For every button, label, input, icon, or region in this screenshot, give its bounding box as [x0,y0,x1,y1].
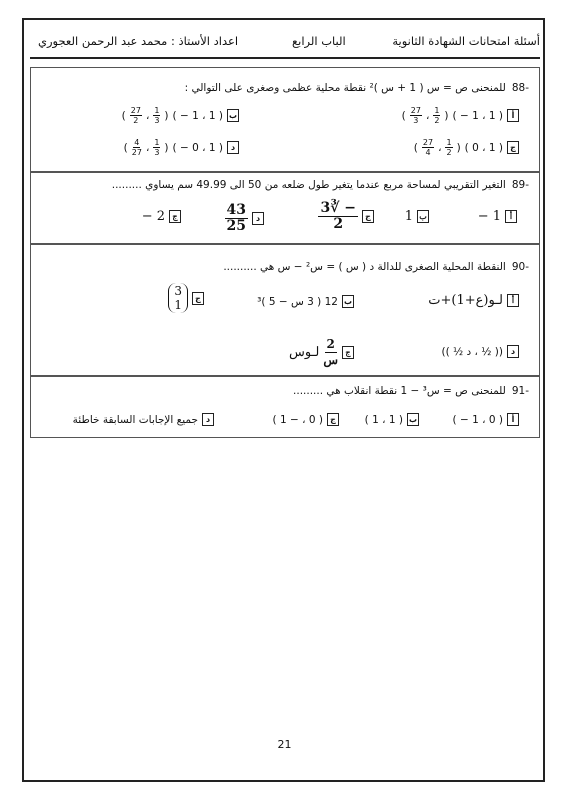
q91-option-d[interactable]: د جميع الإجابات السابقة خاطئة [73,413,214,426]
q90-option-e[interactable]: ج 2 س لـوس [289,337,354,368]
q90-option-b[interactable]: ب 12 ( 3 س − 5 )³ [257,295,353,308]
header-author: اعداد الأستاذ : محمد عبد الرحمن العجوري [38,34,239,48]
q88-option-d[interactable]: د ( 1 ، 0 − ) ( $\frac{1}{3}$ ، $\frac{4}{27}$ ) [124,138,239,157]
page-header [30,30,540,58]
page-number: 21 [277,738,292,751]
q90-option-c[interactable]: ج 3 1 [168,283,204,313]
question-89 [30,172,540,244]
question-91-text: -91للمنحنى ص = س³ − 1 نقطة انقلاب هي ......... [293,385,529,397]
q89-option-d[interactable]: د 43 25 [225,203,264,234]
q89-option-e[interactable]: ج 2 − [142,209,181,224]
q90-option-d[interactable]: د (( ½ ، د ½ )) [442,345,520,358]
question-88 [30,67,540,172]
q88-option-c[interactable]: ج ( 1 ، 0 ) ( $\frac{1}{2}$ ، $\frac{27}{4}$ ) [414,138,519,157]
q91-option-c[interactable]: ج ( 0 ، − 1 ) [273,413,339,426]
q88-option-b[interactable]: ب ( 1 ، 1 − ) ( $\frac{1}{3}$ ، $\frac{27}{2}$ ) [121,106,238,125]
q91-option-a[interactable]: أ ( 0 ، 1 − ) [453,413,519,426]
header-chapter: الباب الرابع [292,34,346,48]
q91-option-b[interactable]: ب ( 1 ، 1 ) [364,413,418,426]
question-89-text: -89التغير التقريبي لمساحة مربع عندما يتغير طول ضلعه من 50 الى 49.99 سم يساوي ......... [111,179,529,191]
header-title: أسئلة امتحانات الشهادة الثانوية [392,34,540,48]
q90-option-a[interactable]: أ لـو(ع+1)+ت [428,293,519,308]
q89-option-a[interactable]: أ 1 − [478,209,517,224]
header-divider [30,57,540,59]
question-88-text: -88للمنحنى ص = س ( 1 + س )² نقطة محلية عظمى وصغرى على التوالي : [184,82,529,94]
q89-option-c[interactable]: ج − ∛3 2 [318,201,374,232]
question-91 [30,376,540,438]
question-90 [30,244,540,376]
q89-option-b[interactable]: ب 1 [405,209,429,224]
question-90-text: -90النقطة المحلية الصغرى للدالة د ( س ) = س² − س هي .......... [223,261,529,273]
q88-option-a[interactable]: أ ( 1 ، 1 − ) ( $\frac{1}{2}$ ، $\frac{27}{3}$ ) [402,106,519,125]
